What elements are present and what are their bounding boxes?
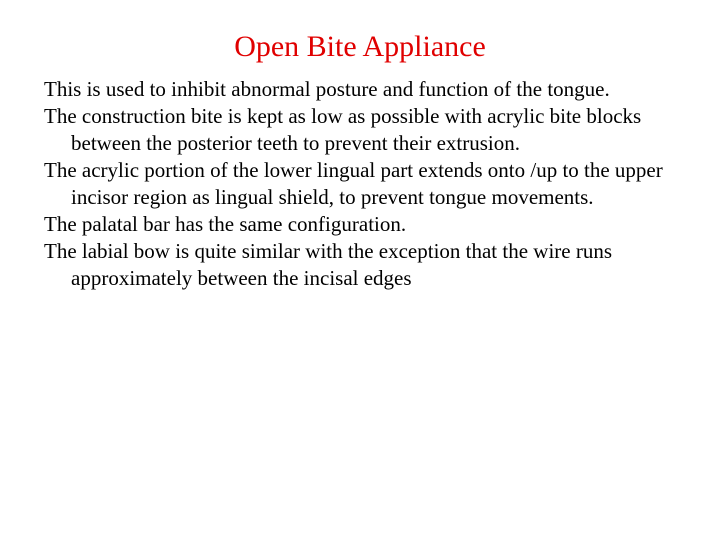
paragraph-2: The construction bite is kept as low as possible with acrylic bite blocks between the posterior teeth to prevent their extrusion. <box>44 104 642 155</box>
body-text <box>44 76 684 292</box>
paragraph-3: The acrylic portion of the lower lingual part extends onto /up to the upper incisor region as lingual shield, to prevent tongue movements. <box>44 158 663 209</box>
paragraph-4: The palatal bar has the same configuration. <box>44 212 407 236</box>
slide-title: Open Bite Appliance <box>234 30 486 63</box>
paragraph-5: The labial bow is quite similar with the exception that the wire runs approximately between the incisal edges <box>44 239 613 290</box>
paragraph-1: This is used to inhibit abnormal posture and function of the tongue. <box>44 77 610 101</box>
